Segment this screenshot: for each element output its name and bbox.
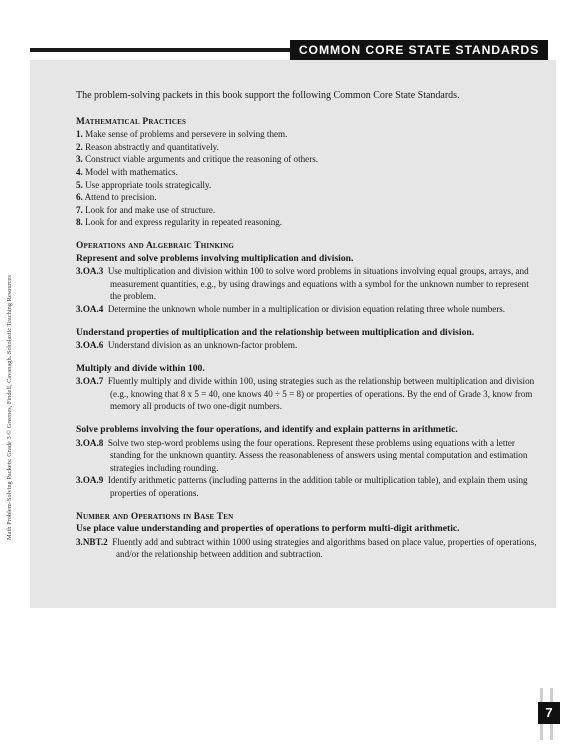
practice-item: 3. Construct viable arguments and critique the reasoning of others. — [76, 154, 319, 165]
decorative-bar — [540, 688, 543, 702]
oa-group-4-title: Solve problems involving the four operations, and identify and explain patterns in arithmetic. — [76, 424, 458, 436]
standard-3-oa-6: 3.OA.6 Understand division as an unknown-factor problem. — [76, 340, 298, 351]
standard-3-oa-8: 3.OA.8 Solve two step-word problems using the four operations. Represent these problems using equations with a letter standing for the unknown quantity. Assess the reasonableness of answers using mental computation and estimation strategies including rounding. — [76, 437, 528, 473]
heading-operations-algebraic: Operations and Algebraic Thinking — [76, 240, 234, 251]
practice-item: 1. Make sense of problems and persevere in solving them. — [76, 129, 288, 140]
decorative-bar — [550, 724, 553, 740]
practice-item: 5. Use appropriate tools strategically. — [76, 179, 212, 190]
page-content — [76, 90, 538, 561]
decorative-bar — [550, 688, 553, 702]
decorative-bar — [540, 724, 543, 740]
nbt-group-1-title: Use place value understanding and properties of operations to perform multi-digit arithmetic. — [76, 523, 460, 535]
practice-item: 4. Model with mathematics. — [76, 166, 178, 177]
practice-item: 2. Reason abstractly and quantitatively. — [76, 141, 219, 152]
standard-3-oa-3: 3.OA.3 Use multiplication and division within 100 to solve word problems in situations involving equal groups, arrays, and measurement quantities, e.g., by using drawings and equations with a symbol for the unknown number to represent the problem. — [76, 266, 529, 302]
standard-3-oa-7: 3.OA.7 Fluently multiply and divide within 100, using strategies such as the relationship between multiplication and division (e.g., knowing that 8 x 5 = 40, one knows 40 ÷ 5 = 8) or properties of operations. By the end of Grade 3, know from memory all products of two one-digit numbers. — [76, 376, 535, 412]
practice-item: 7. Look for and make use of structure. — [76, 204, 216, 215]
copyright-sidebar: Math Problem-Solving Packets: Grade 3 © Greenes, Findell, Cavanagh. Scholastic Teaching Resources — [6, 275, 13, 540]
heading-math-practices: Mathematical Practices — [76, 116, 187, 127]
standard-3-oa-4: 3.OA.4 Determine the unknown whole number in a multiplication or division equation relating three whole numbers. — [76, 303, 506, 314]
standard-3-nbt-2: 3.NBT.2 Fluently add and subtract within 1000 using strategies and algorithms based on place value, properties of operations, and/or the relationship between addition and subtraction. — [76, 536, 537, 560]
practices-list — [76, 128, 538, 229]
header-rule — [30, 48, 290, 52]
oa-group-2-title: Understand properties of multiplication and the relationship between multiplication and division. — [76, 326, 475, 338]
practice-item: 8. Look for and express regularity in repeated reasoning. — [76, 217, 283, 228]
section-banner: COMMON CORE STATE STANDARDS — [290, 40, 548, 60]
practice-item: 6. Attend to precision. — [76, 192, 157, 203]
heading-number-base-ten: Number and Operations in Base Ten — [76, 511, 234, 522]
page-number: 7 — [538, 702, 560, 724]
oa-group-1-title: Represent and solve problems involving multiplication and division. — [76, 252, 354, 264]
standard-3-oa-9: 3.OA.9 Identify arithmetic patterns (including patterns in the addition table or multiplication table), and explain them using properties of operations. — [76, 475, 528, 499]
oa-group-3-title: Multiply and divide within 100. — [76, 362, 205, 374]
intro-text: The problem-solving packets in this book support the following Common Core State Standards. — [76, 90, 460, 101]
